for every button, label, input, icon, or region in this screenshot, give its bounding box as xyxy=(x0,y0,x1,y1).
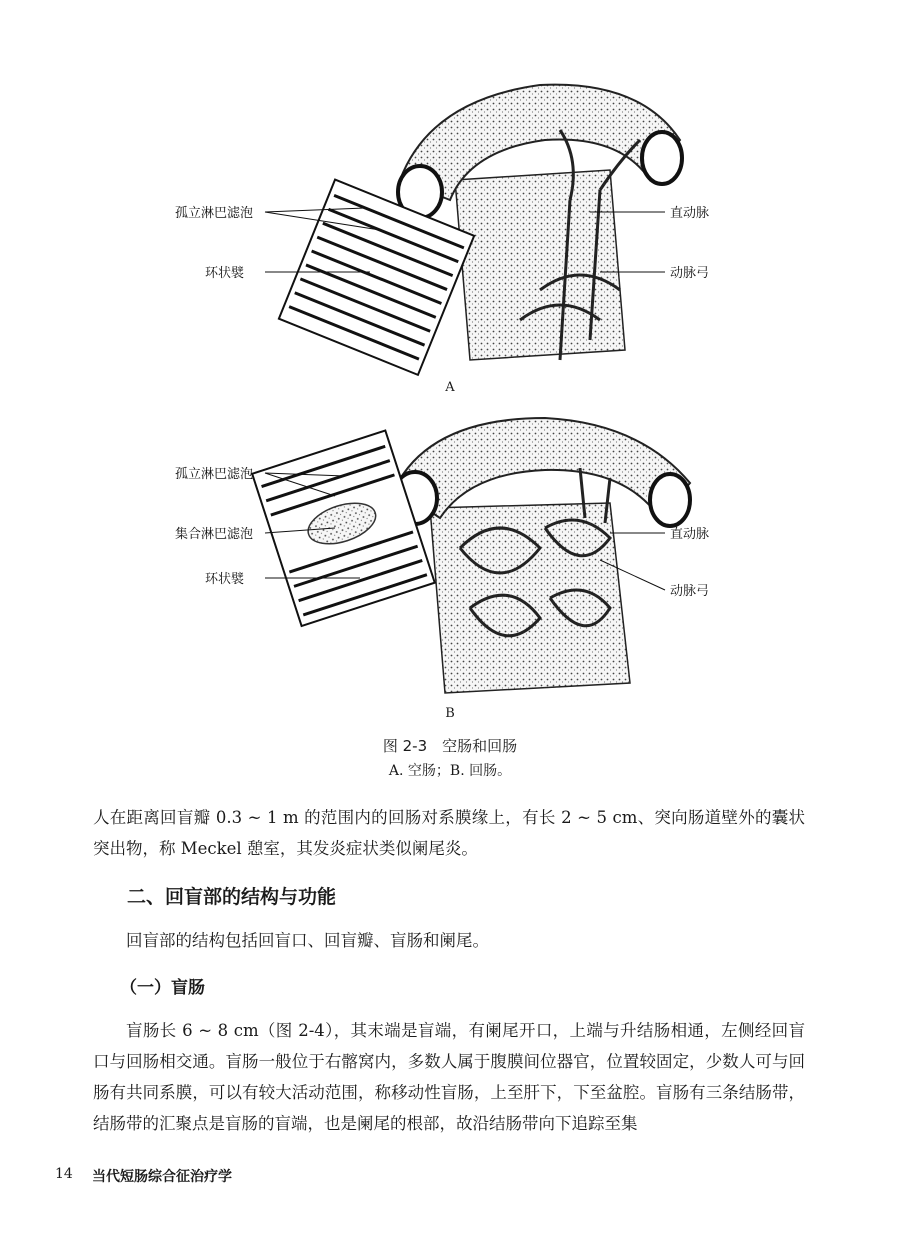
paragraph-cecum: 盲肠长 6 ~ 8 cm（图 2-4），其末端是盲端，有阑尾开口，上端与升结肠相通，左侧经回盲口与回肠相交通。盲肠一般位于右髂窝内，多数人属于腹膜间位器官，位置较固定，少数人可与回肠有共同系膜，可以有较大活动范围，称移动性盲肠，上至肝下，下至盆腔。盲肠有三条结肠带，结肠带的汇聚点是盲肠的盲端，也是阑尾的根部，故沿结肠带向下追踪至集 xyxy=(93,1021,805,1133)
label-circular-folds-b: 环状襞 xyxy=(205,572,245,587)
label-solitary-follicles-a: 孤立淋巴滤泡 xyxy=(175,206,254,221)
subsection-heading: （一）盲肠 xyxy=(120,978,205,998)
figure-a-label: A xyxy=(445,380,455,395)
figure-b xyxy=(0,408,900,708)
label-solitary-follicles-b: 孤立淋巴滤泡 xyxy=(175,467,254,482)
page-number: 14 xyxy=(55,1166,73,1182)
figure-b-label: B xyxy=(445,706,455,721)
label-arterial-arcades-b: 动脉弓 xyxy=(670,584,710,599)
label-circular-folds-a: 环状襞 xyxy=(205,266,245,281)
paragraph-meckel: 人在距离回盲瓣 0.3 ~ 1 m 的范围内的回肠对系膜缘上，有长 2 ~ 5 cm、突向肠道壁外的囊状突出物，称 Meckel 憩室，其发炎症状类似阑尾炎。 xyxy=(93,808,805,858)
label-straight-arteries-a: 直动脉 xyxy=(670,206,710,221)
section-heading: 二、回盲部的结构与功能 xyxy=(127,886,337,908)
figure-a xyxy=(0,60,900,380)
book-title: 当代短肠综合征治疗学 xyxy=(92,1169,232,1185)
figure-caption-subtitle: A. 空肠；B. 回肠。 xyxy=(388,763,512,779)
paragraph-ileocecal: 回盲部的结构包括回盲口、回盲瓣、盲肠和阑尾。 xyxy=(126,931,489,950)
figure-b-illustration xyxy=(0,408,900,708)
label-aggregated-follicles-b: 集合淋巴滤泡 xyxy=(175,527,254,542)
figure-a-illustration xyxy=(0,60,900,380)
label-straight-arteries-b: 直动脉 xyxy=(670,527,710,542)
label-arterial-arcades-a: 动脉弓 xyxy=(670,266,710,281)
figure-caption-title: 图 2-3 空肠和回肠 xyxy=(382,737,518,755)
